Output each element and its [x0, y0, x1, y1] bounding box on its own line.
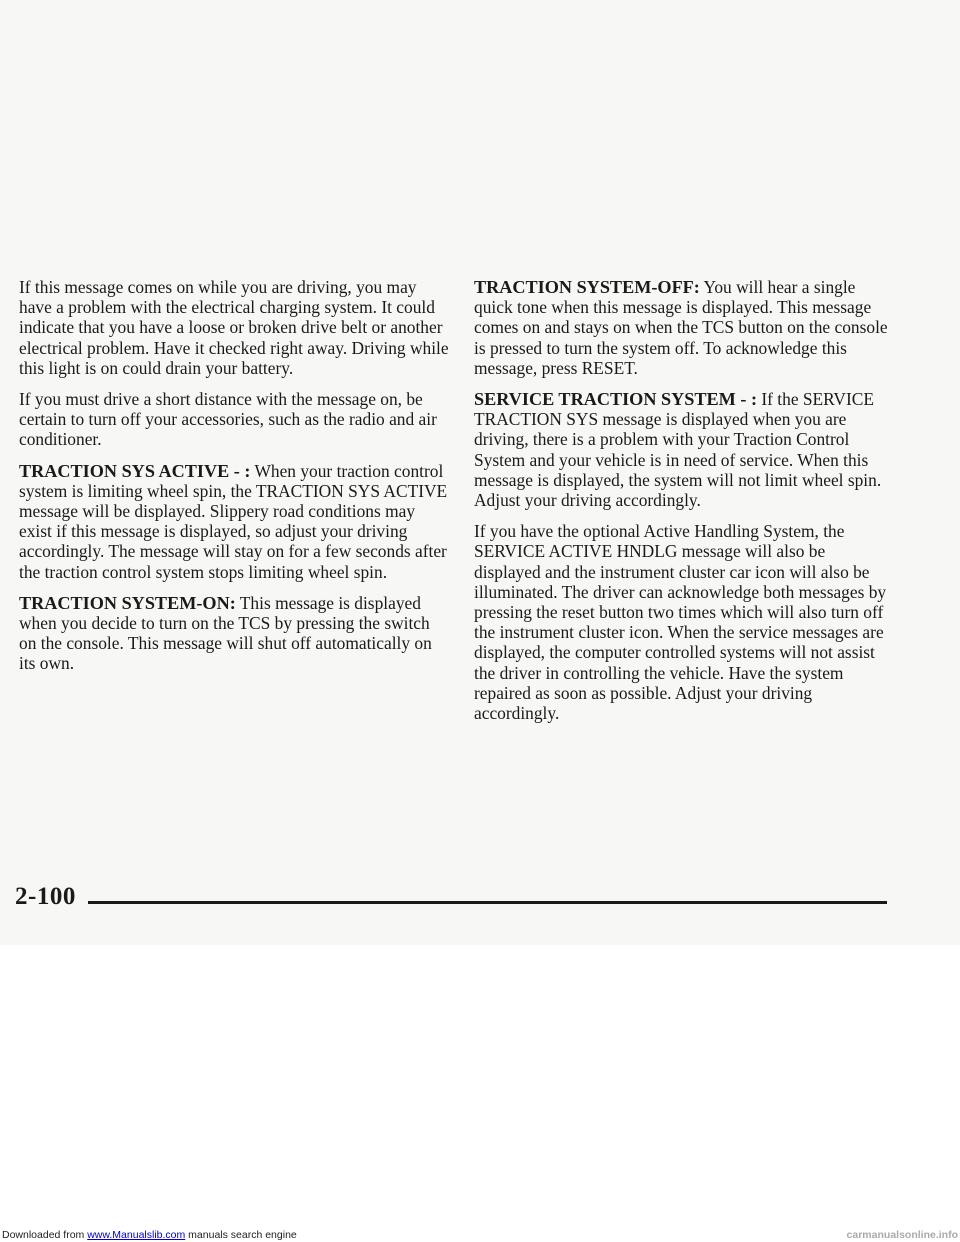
- paragraph-active-handling: If you have the optional Active Handling System, the SERVICE ACTIVE HNDLG message will also be displayed and the instrument cluster car icon will also be illuminated. The driver can acknowledge both messages by pressing the reset button two times which will also turn off the instrument cluster icon. When the service messages are displayed, the computer controlled systems will not assist the driver in controlling the vehicle. Have the system repaired as soon as possible. Adjust your driving accordingly.: [474, 521, 887, 724]
- page-number: 2-100: [15, 883, 76, 910]
- term-traction-system-off: TRACTION SYSTEM-OFF:: [474, 277, 700, 297]
- footer-rule: [88, 901, 887, 904]
- paragraph-short-distance: If you must drive a short distance with the message on, be certain to turn off your accessories, such as the radio and air conditioner.: [19, 389, 437, 450]
- footer-suffix: manuals search engine: [185, 1229, 297, 1241]
- text-traction-system-on: This message is displayed when you decide to turn on the TCS by pressing the switch on the console. This message will shut off automatically on its own.: [19, 592, 432, 674]
- text-traction-sys-active: When your traction control system is limiting wheel spin, the TRACTION SYS ACTIVE message will be displayed. Slippery road conditions may exist if this message is displayed, so adjust your driving accordingly. The message will stay on for a few seconds after the traction control system stops limiting wheel spin.: [19, 460, 448, 582]
- paragraph-traction-sys-active: [19, 461, 449, 582]
- text-service-traction-system: If the SERVICE TRACTION SYS message is displayed when you are driving, there is a problem with your Traction Control System and your vehicle is in need of service. When this message is displayed, the system will not limit wheel spin. Adjust your driving accordingly.: [474, 389, 882, 511]
- footer-prefix: Downloaded from: [2, 1229, 88, 1241]
- paragraph-service-traction-system: [474, 389, 894, 510]
- download-footer: [0, 1228, 960, 1242]
- term-service-traction-system: SERVICE TRACTION SYSTEM - :: [474, 389, 758, 410]
- left-column: [19, 277, 449, 685]
- term-traction-sys-active: TRACTION SYS ACTIVE - :: [19, 460, 251, 481]
- manualslib-link[interactable]: www.Manualslib.com: [87, 1229, 186, 1241]
- paragraph-traction-system-off: [474, 277, 894, 378]
- text-traction-system-off: You will hear a single quick tone when this message is displayed. This message comes on and stays on when the TCS button on the console is pressed to turn the system off. To acknowledge this message, press RESET.: [474, 277, 888, 378]
- right-column: [474, 277, 894, 734]
- download-credit: [2, 1228, 297, 1242]
- paragraph-charging-system: If this message comes on while you are driving, you may have a problem with the electrical charging system. It could indicate that you have a loose or broken drive belt or another electrical problem. Have it checked right away. Driving while this light is on could drain your battery.: [19, 277, 449, 378]
- term-traction-system-on: TRACTION SYSTEM-ON:: [19, 592, 236, 613]
- watermark-text: carmanualsonline.info: [846, 1229, 958, 1241]
- paragraph-traction-system-on: [19, 593, 449, 674]
